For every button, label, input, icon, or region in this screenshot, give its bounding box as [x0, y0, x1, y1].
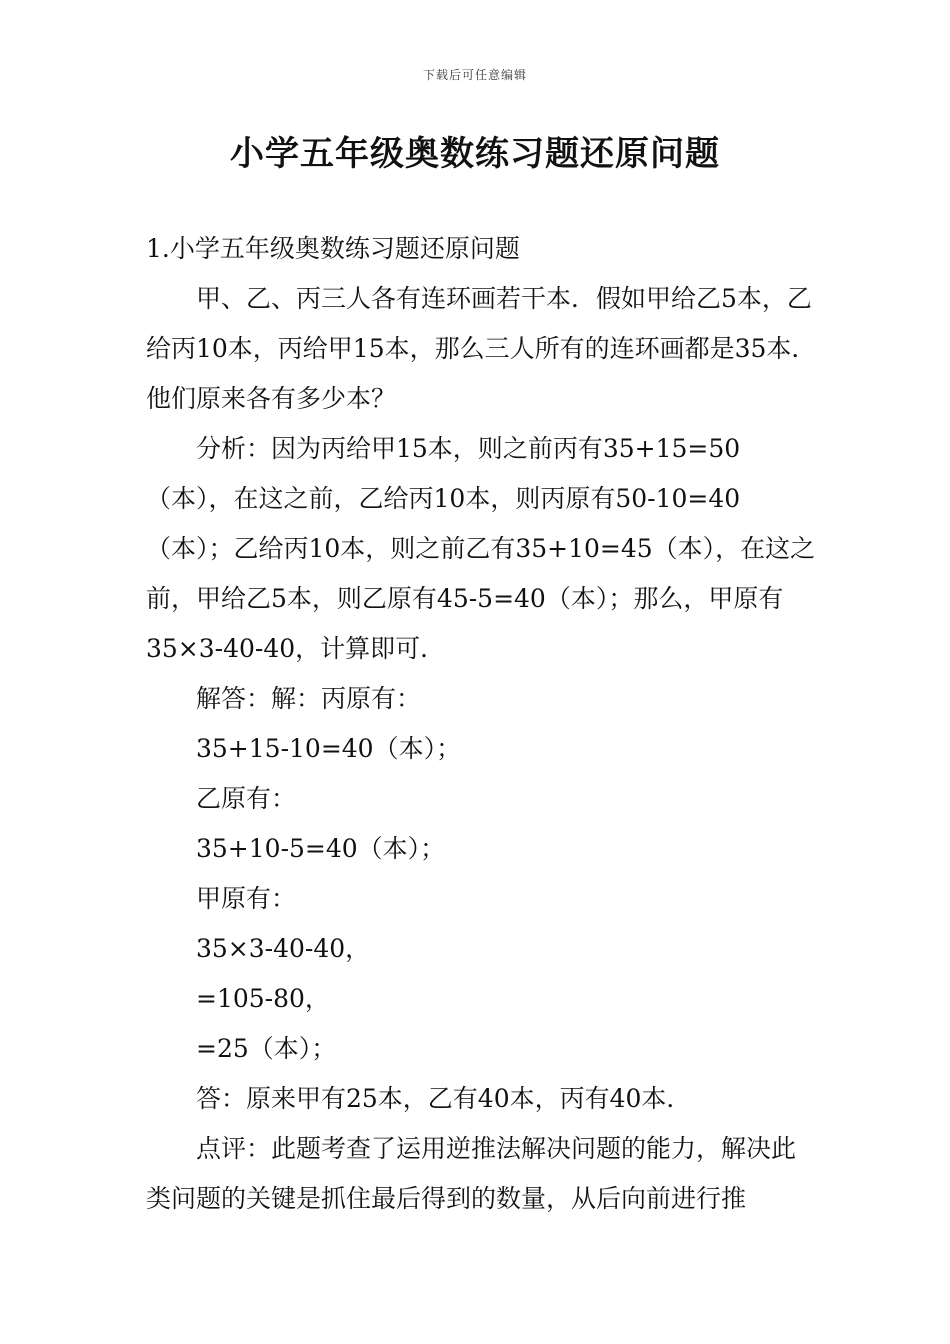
header-note: 下载后可任意编辑 [422, 68, 527, 82]
solution-yi-calc: 35+10-5=40（本）； [196, 834, 446, 863]
solution-intro: 解答：解：丙原有： [196, 684, 422, 713]
solution-jia-calc-3: =25（本）； [196, 1034, 337, 1063]
solution-bing-calc: 35+15-10=40（本）； [196, 734, 462, 763]
document-body [146, 224, 818, 1224]
analysis-paragraph: 分析：因为丙给甲15本，则之前丙有35+15=50（本），在这之前，乙给丙10本，则丙原有50-10=40（本）；乙给丙10本，则之前乙有35+10=45（本），在这之前，甲给乙5本，则乙原有45-5=40（本）；那么，甲原有35×3-40-40，计算即可． [146, 434, 816, 663]
solution-answer: 答：原来甲有25本，乙有40本，丙有40本． [196, 1084, 692, 1113]
document-title: 小学五年级奥数练习题还原问题 [230, 134, 720, 174]
comment-paragraph: 点评：此题考查了运用逆推法解决问题的能力，解决此类问题的关键是抓住最后得到的数量，从后向前进行推 [146, 1134, 797, 1213]
section-heading: 1.小学五年级奥数练习题还原问题 [146, 234, 520, 263]
solution-yi-label: 乙原有： [196, 784, 297, 813]
solution-jia-label: 甲原有： [196, 884, 297, 913]
solution-jia-calc-2: =105-80， [196, 984, 330, 1013]
problem-statement: 甲、乙、丙三人各有连环画若干本．假如甲给乙5本，乙给丙10本，丙给甲15本，那么三人所有的连环画都是35本．他们原来各有多少本？ [146, 284, 817, 413]
solution-jia-calc-1: 35×3-40-40， [196, 934, 371, 963]
